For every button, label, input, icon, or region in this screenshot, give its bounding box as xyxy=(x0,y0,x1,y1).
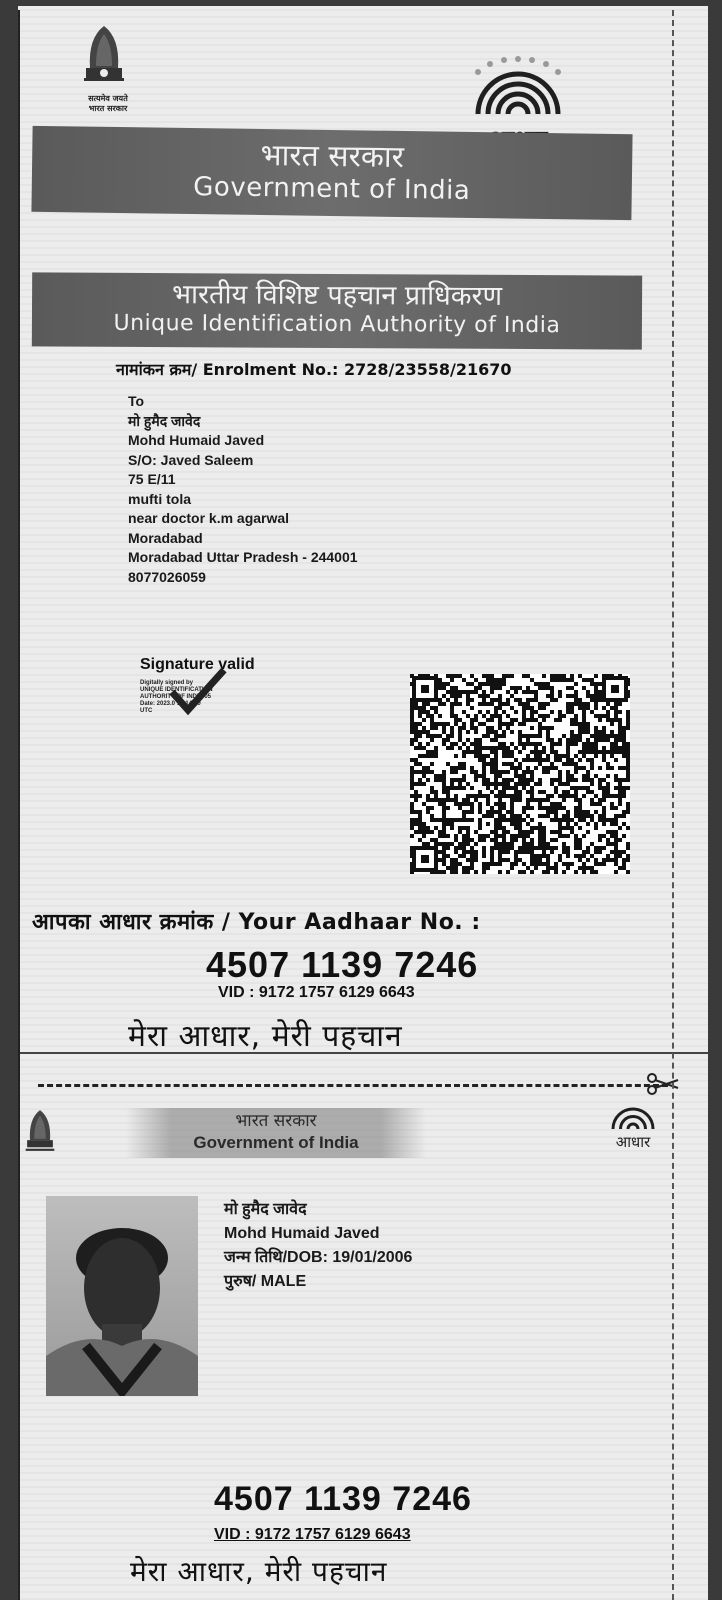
gov-english-title: Government of India xyxy=(193,172,471,206)
ashoka-emblem-icon xyxy=(20,1100,60,1166)
slogan: मेरा आधार, मेरी पहचान xyxy=(128,1019,403,1054)
gov-hindi-title: भारत सरकार xyxy=(260,138,405,176)
uidai-band xyxy=(32,272,642,349)
address-block xyxy=(128,392,358,587)
aadhaar-fingerprint-icon xyxy=(458,56,578,116)
card-aadhaar-logo xyxy=(598,1100,668,1150)
card-gov-band xyxy=(126,1108,426,1158)
divider xyxy=(18,1052,708,1054)
enrolment-number: नामांकन क्रम/ Enrolment No.: 2728/23558/21670 xyxy=(116,360,512,379)
card-slogan: मेरा आधार, मेरी पहचान xyxy=(130,1555,388,1588)
emblem-caption: सत्यमेव जयते भारत सरकार xyxy=(88,94,128,113)
ashoka-emblem-icon xyxy=(76,18,132,90)
address-line: Moradabad xyxy=(128,529,203,546)
card-dob: जन्म तिथि/DOB: 19/01/2006 xyxy=(224,1249,413,1266)
card-details xyxy=(224,1198,412,1294)
checkmark-icon xyxy=(168,666,228,716)
holder-photo xyxy=(46,1196,198,1396)
gov-india-band xyxy=(31,126,632,220)
address-line: To xyxy=(128,393,145,409)
card-gov-hindi: भारत सरकार xyxy=(235,1111,317,1131)
vid-number: VID : 9172 1757 6129 6643 xyxy=(218,984,415,1001)
left-edge-line xyxy=(18,10,20,1600)
qr-code-icon xyxy=(410,674,630,874)
card-aadhaar-number: 4507 1139 7246 xyxy=(214,1480,472,1518)
right-edge-dotted-line xyxy=(672,10,674,1600)
address-line: मो हुमैद जावेद xyxy=(128,412,201,429)
card-vid-number: VID : 9172 1757 6129 6643 xyxy=(214,1526,411,1543)
aadhaar-letter-page xyxy=(18,6,708,1600)
national-emblem xyxy=(76,18,140,114)
uidai-english-title: Unique Identification Authority of India xyxy=(113,310,561,339)
address-line: Moradabad Uttar Pradesh - 244001 xyxy=(128,549,358,565)
address-line: S/O: Javed Saleem xyxy=(128,451,254,468)
address-line: mufti tola xyxy=(128,490,191,507)
card-gov-english: Government of India xyxy=(193,1133,359,1152)
address-line: Mohd Humaid Javed xyxy=(128,432,265,448)
address-line: near doctor k.m agarwal xyxy=(128,510,290,526)
address-line: 8077026059 xyxy=(128,568,206,585)
signature-label: Signature valid xyxy=(140,656,255,673)
address-line: 75 E/11 xyxy=(128,471,176,487)
your-aadhaar-label: आपका आधार क्रमांक / Your Aadhaar No. : xyxy=(32,910,481,935)
qr-code xyxy=(410,674,630,874)
aadhaar-fingerprint-icon xyxy=(601,1100,665,1130)
uidai-hindi-title: भारतीय विशिष्ट पहचान प्राधिकरण xyxy=(172,279,503,312)
card-gender: पुरुष/ MALE xyxy=(224,1273,307,1290)
card-name-hindi: मो हुमैद जावेद xyxy=(224,1201,307,1218)
aadhaar-number: 4507 1139 7246 xyxy=(206,944,479,985)
cut-here-line xyxy=(38,1084,668,1087)
scissors-icon xyxy=(646,1072,680,1096)
digital-signature xyxy=(140,656,280,724)
card-aadhaar-logo-text: आधार xyxy=(615,1133,651,1151)
signature-stamp-text: Digitally signed by UNIQUE IDENTIFICATION AUTHORITY OF INDIA 05 Date: 2023.0 14:14:30 UTC xyxy=(140,680,213,714)
card-national-emblem xyxy=(20,1100,62,1170)
person-portrait-icon xyxy=(46,1196,198,1396)
card-name-english: Mohd Humaid Javed xyxy=(224,1225,380,1242)
